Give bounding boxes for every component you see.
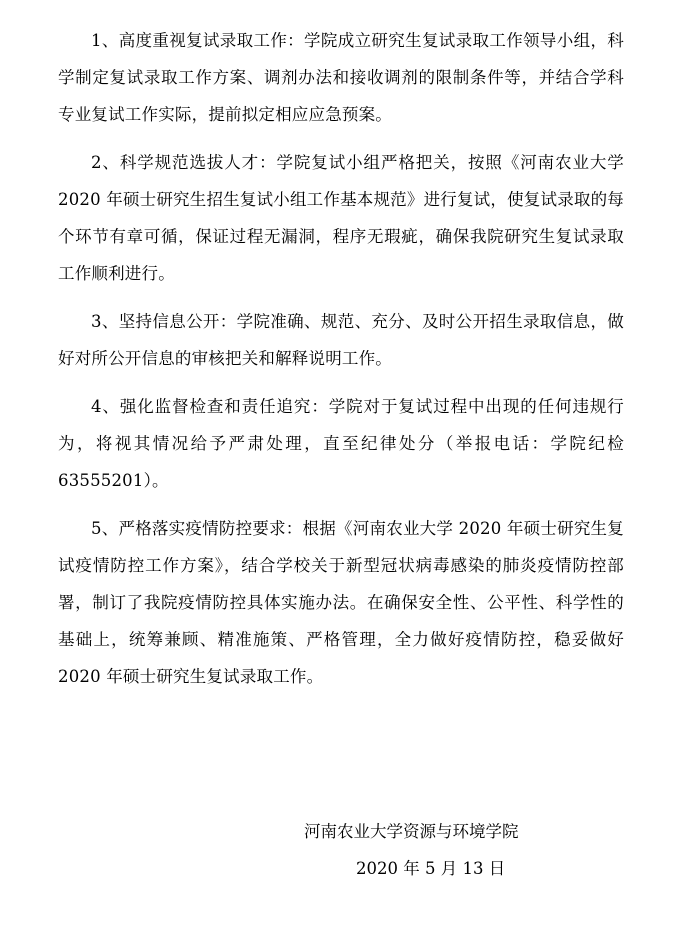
signature-organization: 河南农业大学资源与环境学院 bbox=[304, 822, 519, 841]
signature-block bbox=[58, 813, 624, 887]
paragraph-item: 3、坚持信息公开：学院准确、规范、充分、及时公开招生录取信息，做好对所公开信息的审核把关和解释说明工作。 bbox=[58, 312, 624, 368]
paragraph-item: 5、严格落实疫情防控要求：根据《河南农业大学 2020 年硕士研究生复试疫情防控工作方案》，结合学校关于新型冠状病毒感染的肺炎疫情防控部署，制订了我院疫情防控具体实施办法。在确保安全性、公平性、科学性的基础上，统筹兼顾、精准施策、严格管理，全力做好疫情防控，稳妥做好 2020 年硕士研究生复试录取工作。 bbox=[58, 519, 624, 686]
paragraph-item: 4、强化监督检查和责任追究：学院对于复试过程中出现的任何违规行为，将视其情况给予严肃处理，直至纪律处分（举报电话：学院纪检 63555201）。 bbox=[58, 397, 624, 490]
paragraph-item: 1、高度重视复试录取工作：学院成立研究生复试录取工作领导小组，科学制定复试录取工作方案、调剂办法和接收调剂的限制条件等，并结合学科专业复试工作实际，提前拟定相应应急预案。 bbox=[58, 31, 624, 124]
signature-date: 2020 年 5 月 13 日 bbox=[356, 859, 506, 878]
paragraph-item: 2、科学规范选拔人才：学院复试小组严格把关，按照《河南农业大学 2020 年硕士研究生招生复试小组工作基本规范》进行复试，使复试录取的每个环节有章可循，保证过程无漏洞，程序无瑕疵，确保我院研究生复试录取工作顺利进行。 bbox=[58, 153, 624, 283]
